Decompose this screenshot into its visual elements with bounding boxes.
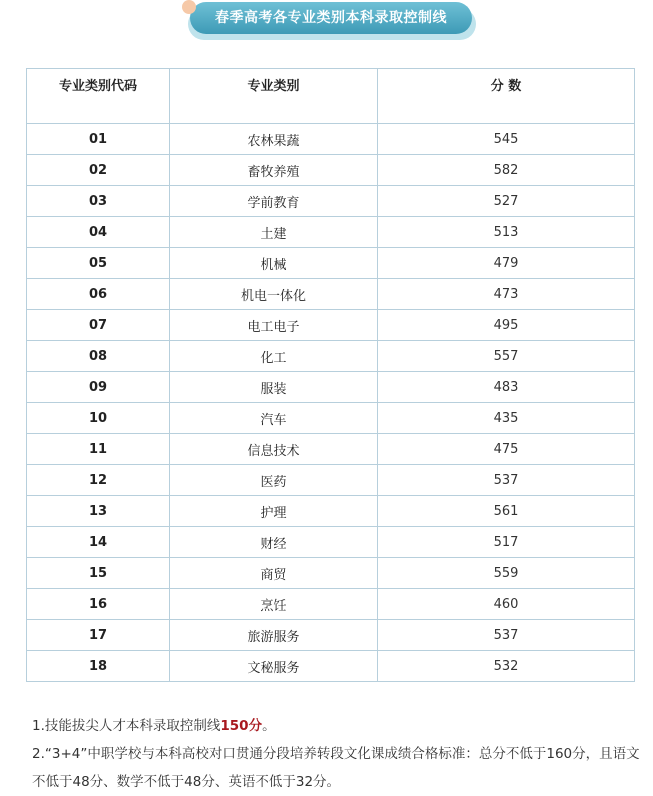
- cell-category: 电工电子: [170, 310, 378, 341]
- note-2: 2.“3+4”中职学校与本科高校对口贯通分段培养转段文化课成绩合格标准：总分不低于160分，且语文不低于48分、数学不低于48分、英语不低于32分。: [32, 746, 640, 790]
- table-row: [27, 155, 635, 186]
- cell-code: 02: [27, 155, 170, 186]
- cell-category: 护理: [170, 496, 378, 527]
- note-1-highlight: 150分: [220, 718, 263, 734]
- cell-score: 537: [378, 620, 635, 651]
- cell-score: 582: [378, 155, 635, 186]
- banner-title: 春季高考各专业类别本科录取控制线: [190, 2, 472, 34]
- cell-score: 517: [378, 527, 635, 558]
- cell-code: 16: [27, 589, 170, 620]
- header-score: 分 数: [378, 69, 635, 124]
- cell-score: 559: [378, 558, 635, 589]
- table-row: [27, 558, 635, 589]
- cell-category: 汽车: [170, 403, 378, 434]
- cell-category: 医药: [170, 465, 378, 496]
- cell-score: 527: [378, 186, 635, 217]
- table-row: [27, 434, 635, 465]
- header-code: 专业类别代码: [27, 69, 170, 124]
- cell-code: 08: [27, 341, 170, 372]
- table-row: [27, 124, 635, 155]
- cell-code: 04: [27, 217, 170, 248]
- cell-code: 06: [27, 279, 170, 310]
- cell-category: 畜牧养殖: [170, 155, 378, 186]
- table-row: [27, 341, 635, 372]
- table-row: [27, 372, 635, 403]
- cell-score: 479: [378, 248, 635, 279]
- note-1: [32, 712, 642, 740]
- cell-score: 513: [378, 217, 635, 248]
- table-row: [27, 620, 635, 651]
- table-header-row: [27, 69, 635, 124]
- score-table: [26, 68, 635, 682]
- cell-category: 学前教育: [170, 186, 378, 217]
- table-row: [27, 527, 635, 558]
- cell-code: 09: [27, 372, 170, 403]
- note-1-suffix: 。: [262, 718, 276, 734]
- table-row: [27, 496, 635, 527]
- cell-code: 17: [27, 620, 170, 651]
- cell-code: 11: [27, 434, 170, 465]
- cell-score: 557: [378, 341, 635, 372]
- table-row: [27, 279, 635, 310]
- cell-category: 财经: [170, 527, 378, 558]
- cell-score: 561: [378, 496, 635, 527]
- cell-category: 服装: [170, 372, 378, 403]
- note-1-text: 1.技能拔尖人才本科录取控制线: [32, 718, 221, 734]
- cell-score: 532: [378, 651, 635, 682]
- cell-score: 537: [378, 465, 635, 496]
- table-row: [27, 248, 635, 279]
- table-row: [27, 310, 635, 341]
- cell-category: 农林果蔬: [170, 124, 378, 155]
- cell-code: 13: [27, 496, 170, 527]
- title-banner: [182, 0, 480, 44]
- cell-score: 473: [378, 279, 635, 310]
- cell-code: 01: [27, 124, 170, 155]
- table-row: [27, 465, 635, 496]
- cell-score: 475: [378, 434, 635, 465]
- cell-code: 07: [27, 310, 170, 341]
- table-row: [27, 403, 635, 434]
- table-row: [27, 651, 635, 682]
- cell-code: 18: [27, 651, 170, 682]
- cell-code: 10: [27, 403, 170, 434]
- cell-category: 烹饪: [170, 589, 378, 620]
- cell-code: 05: [27, 248, 170, 279]
- cell-code: 12: [27, 465, 170, 496]
- cell-category: 旅游服务: [170, 620, 378, 651]
- cell-code: 14: [27, 527, 170, 558]
- banner-dot-icon: [182, 0, 196, 14]
- cell-score: 435: [378, 403, 635, 434]
- cell-score: 483: [378, 372, 635, 403]
- cell-category: 文秘服务: [170, 651, 378, 682]
- cell-category: 商贸: [170, 558, 378, 589]
- cell-score: 495: [378, 310, 635, 341]
- cell-category: 土建: [170, 217, 378, 248]
- table-row: [27, 186, 635, 217]
- cell-category: 机械: [170, 248, 378, 279]
- cell-code: 03: [27, 186, 170, 217]
- cell-code: 15: [27, 558, 170, 589]
- cell-score: 460: [378, 589, 635, 620]
- table-row: [27, 217, 635, 248]
- cell-score: 545: [378, 124, 635, 155]
- table-row: [27, 589, 635, 620]
- header-category: 专业类别: [170, 69, 378, 124]
- cell-category: 机电一体化: [170, 279, 378, 310]
- cell-category: 信息技术: [170, 434, 378, 465]
- cell-category: 化工: [170, 341, 378, 372]
- notes: [32, 712, 642, 796]
